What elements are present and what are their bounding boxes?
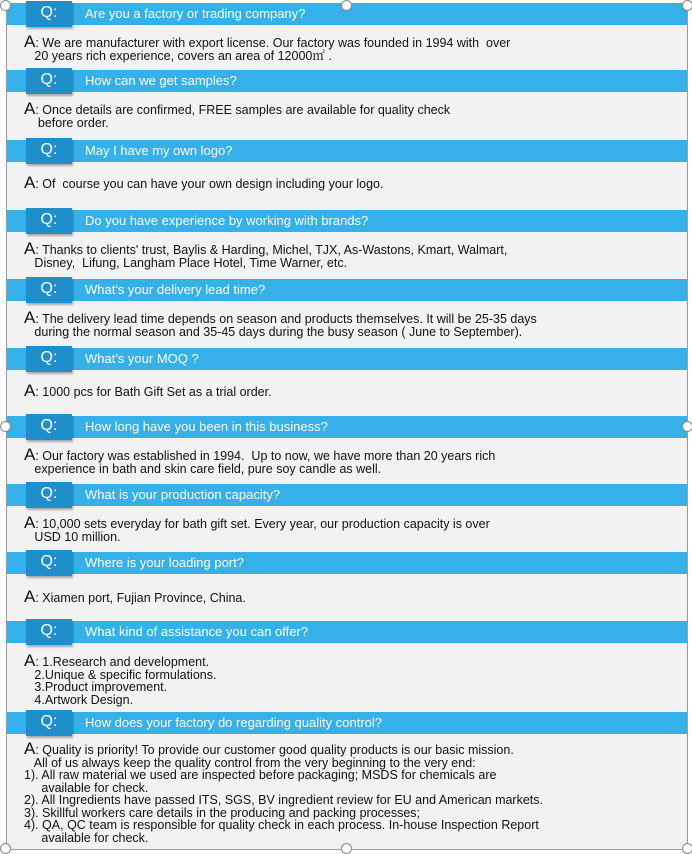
- answer: [24, 587, 679, 606]
- answer-text: : Quality is priority! To provide our customer good quality products is our basic mission. All of us always keep the quality control from the very beginning to the very end: 1). All raw material we used are inspected before packaging; MSDS for chemicals are available for check. 2). All Ingredients have passed ITS, SGS, BV ingredient review for EU and American markets. 3). Skillful workers care details in the producing and packing processes; 4). QA, QC team is responsible for quality check in each process. In-house Inspection Report available for check.: [24, 743, 543, 845]
- q-badge: Q:: [26, 1, 72, 27]
- a-label: A: [24, 445, 36, 464]
- q-badge: Q:: [26, 414, 72, 440]
- q-badge: Q:: [26, 346, 72, 372]
- q-badge: Q:: [26, 619, 72, 645]
- answer: [24, 739, 679, 845]
- answer-text: : 10,000 sets everyday for bath gift set. Every year, our production capacity is over USD 10 million.: [34, 517, 490, 544]
- answer-text: : Our factory was established in 1994. Up to now, we have more than 20 years rich experience in bath and skin care field, pure soy candle as well.: [34, 449, 496, 476]
- answer-text: : We are manufacturer with export license. Our factory was founded in 1994 with over 20 years rich experience, covers an area of 12000㎡ .: [34, 36, 511, 63]
- a-label: A: [24, 651, 36, 670]
- resize-handle[interactable]: [341, 0, 352, 11]
- question-bar: [7, 70, 687, 92]
- q-badge: Q:: [26, 482, 72, 508]
- question-text: Where is your loading port?: [85, 555, 244, 570]
- question-text: Do you have experience by working with brands?: [85, 213, 369, 228]
- a-label: A: [24, 308, 36, 327]
- answer-text: : 1000 pcs for Bath Gift Set as a trial order.: [35, 385, 272, 399]
- q-badge: Q:: [26, 208, 72, 234]
- q-badge: Q:: [26, 68, 72, 94]
- resize-handle[interactable]: [682, 421, 692, 432]
- answer: [24, 99, 679, 130]
- a-label: A: [24, 173, 36, 192]
- question-bar: [7, 416, 687, 438]
- q-badge: Q:: [26, 710, 72, 736]
- answer: [24, 32, 679, 63]
- q-badge: Q:: [26, 277, 72, 303]
- answer-text: : Of course you can have your own design including your logo.: [35, 177, 384, 191]
- question-bar: [7, 140, 687, 162]
- question-text: How does your factory do regarding quality control?: [85, 715, 382, 730]
- question-text: Are you a factory or trading company?: [85, 6, 306, 21]
- question-text: What's your delivery lead time?: [85, 282, 266, 297]
- resize-handle[interactable]: [682, 0, 692, 11]
- answer-text: : The delivery lead time depends on season and products themselves. It will be 25-35 days during the normal season and 35-45 days during the busy season ( June to September).: [34, 312, 537, 339]
- resize-handle[interactable]: [341, 843, 352, 854]
- question-bar: [7, 348, 687, 370]
- answer: [24, 381, 679, 400]
- question-bar: [7, 552, 687, 574]
- answer-text: : Xiamen port, Fujian Province, China.: [35, 591, 246, 605]
- answer: [24, 239, 679, 270]
- question-bar: [7, 621, 687, 643]
- question-bar: [7, 279, 687, 301]
- resize-handle[interactable]: [0, 0, 11, 11]
- resize-handle[interactable]: [0, 843, 11, 854]
- question-text: What's your MOQ ?: [85, 351, 199, 366]
- answer-text: : 1.Research and development. 2.Unique & specific formulations. 3.Product improvement. 4.Artwork Design.: [34, 655, 217, 707]
- question-bar: [7, 712, 687, 734]
- q-badge: Q:: [26, 138, 72, 164]
- answer: [24, 513, 679, 544]
- question-text: How can we get samples?: [85, 73, 237, 88]
- question-text: May I have my own logo?: [85, 143, 233, 158]
- a-label: A: [24, 239, 36, 258]
- question-bar: [7, 484, 687, 506]
- resize-handle[interactable]: [682, 843, 692, 854]
- question-text: What is your production capacity?: [85, 487, 281, 502]
- resize-handle[interactable]: [0, 421, 11, 432]
- answer: [24, 308, 679, 339]
- a-label: A: [24, 99, 36, 118]
- answer-text: : Thanks to clients' trust, Baylis & Harding, Michel, TJX, As-Wastons, Kmart, Walmart, Disney, Lifung, Langham Place Hotel, Time Warner, etc.: [34, 243, 508, 270]
- answer: [24, 173, 679, 192]
- a-label: A: [24, 587, 36, 606]
- question-text: How long have you been in this business?: [85, 419, 328, 434]
- a-label: A: [24, 381, 36, 400]
- question-text: What kind of assistance you can offer?: [85, 624, 309, 639]
- answer-text: : Once details are confirmed, FREE samples are available for quality check before order.: [35, 103, 451, 130]
- answer: [24, 445, 679, 476]
- a-label: A: [24, 513, 36, 532]
- question-bar: [7, 210, 687, 232]
- answer: [24, 651, 679, 707]
- q-badge: Q:: [26, 550, 72, 576]
- a-label: A: [24, 739, 36, 758]
- a-label: A: [24, 32, 36, 51]
